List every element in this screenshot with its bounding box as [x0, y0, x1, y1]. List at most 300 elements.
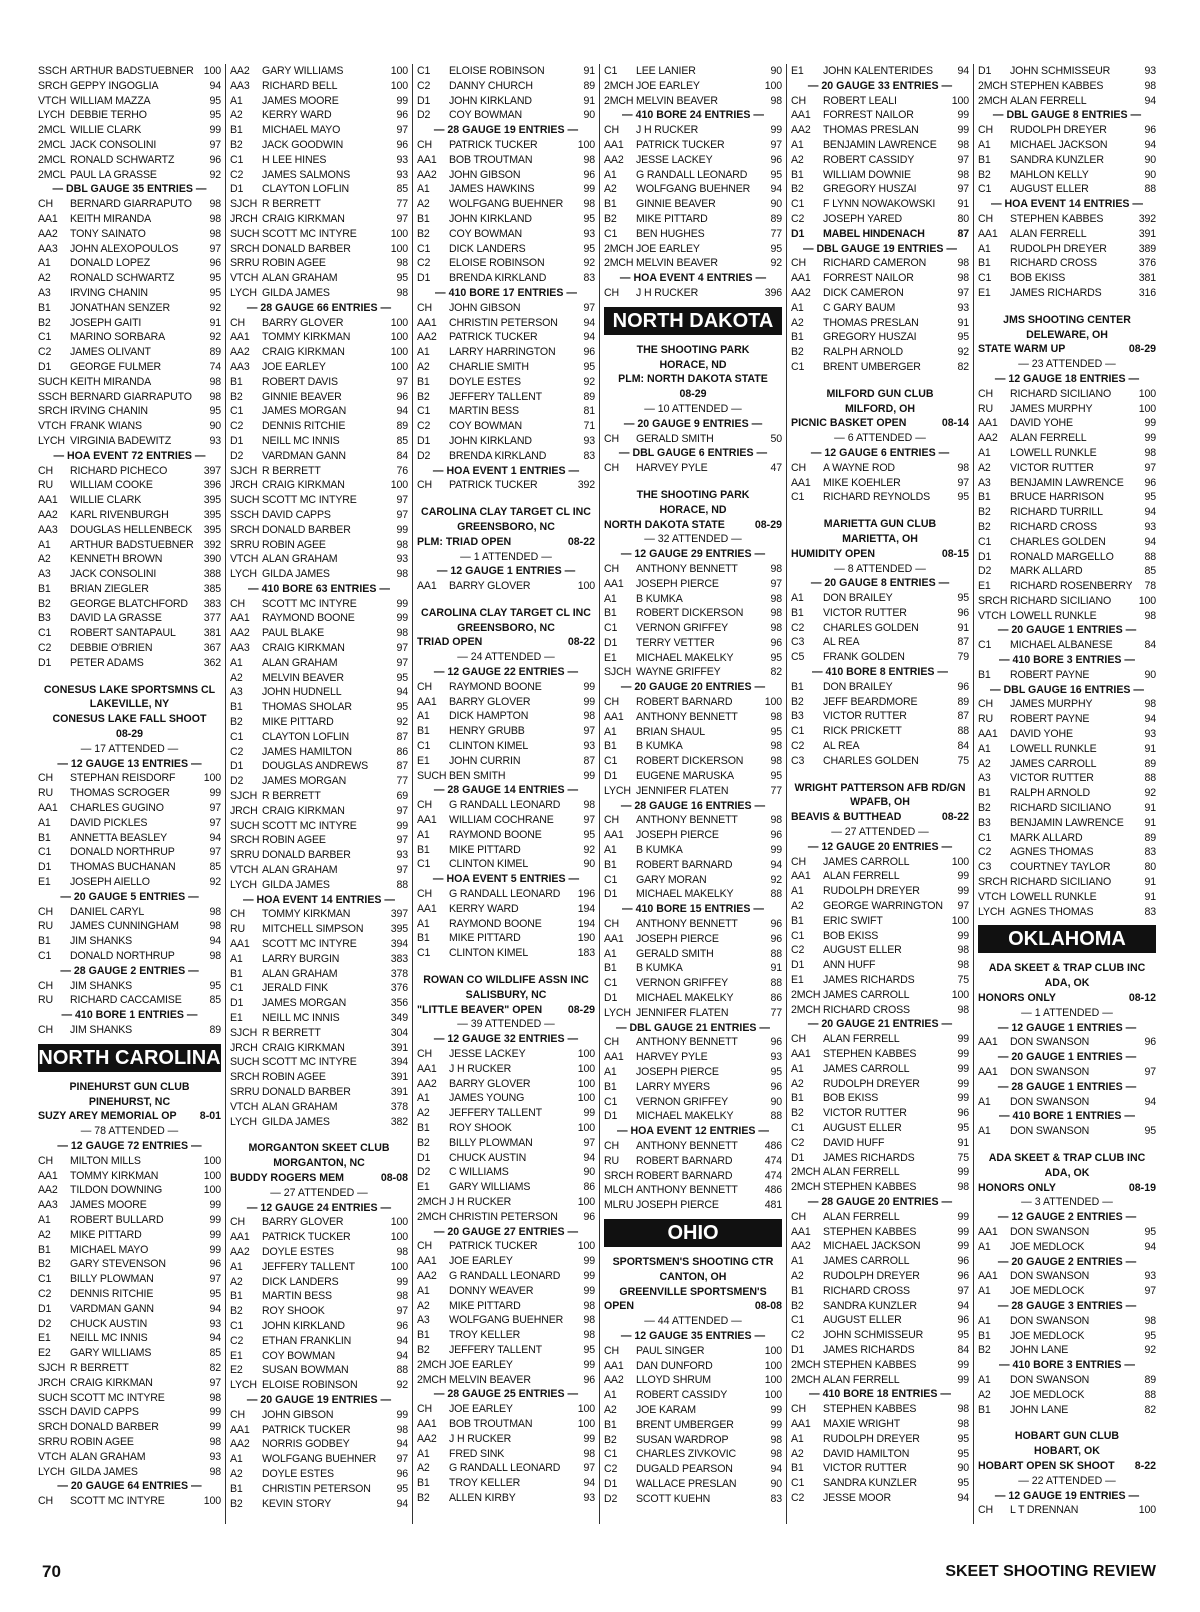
shooter-name: RUDOLPH DREYER	[823, 885, 920, 898]
result-row	[791, 1476, 969, 1491]
result-row	[38, 1213, 221, 1228]
class-code: C2	[417, 257, 431, 270]
result-row	[230, 123, 408, 138]
score: 394	[390, 1056, 408, 1069]
result-row	[230, 1260, 408, 1275]
score: 100	[1138, 594, 1156, 607]
class-code: RU	[38, 479, 54, 492]
shooter-name: G RANDALL LEONARD	[449, 888, 561, 901]
class-code: SSCH	[38, 390, 67, 403]
score: 98	[770, 740, 782, 753]
class-code: SRCH	[230, 1071, 260, 1084]
shooter-name: ROBERT BARNARD	[636, 858, 733, 871]
result-row	[38, 108, 221, 123]
score: 96	[396, 1467, 408, 1480]
result-row	[38, 64, 221, 79]
score: 367	[203, 642, 221, 655]
score: 98	[1144, 609, 1156, 622]
score: 396	[203, 479, 221, 492]
class-code: AA2	[791, 124, 811, 137]
result-row	[38, 508, 221, 523]
class-code: B1	[791, 1092, 804, 1105]
result-row	[978, 153, 1156, 168]
page-number: 70	[42, 1562, 61, 1581]
class-code: D1	[230, 997, 244, 1010]
class-code: A1	[417, 183, 430, 196]
class-code: 2MCH	[417, 1195, 447, 1208]
class-code: B2	[978, 520, 991, 533]
shooter-name: SCOTT MC INTYRE	[262, 938, 357, 951]
shooter-name: JAMES MOORE	[70, 1199, 147, 1212]
result-row	[978, 416, 1156, 431]
class-code: B1	[417, 375, 430, 388]
class-code: B2	[604, 1433, 617, 1446]
result-row	[978, 1373, 1156, 1388]
result-row	[978, 271, 1156, 286]
score: 89	[1144, 1373, 1156, 1386]
shooter-name: BOB EKISS	[1010, 272, 1066, 285]
shooter-name: JIM SHANKS	[70, 979, 133, 992]
class-code: A2	[38, 272, 51, 285]
event-header: — 12 GAUGE 22 ENTRIES —	[433, 666, 579, 679]
result-row	[791, 108, 969, 123]
shooter-name: DON SWANSON	[1010, 1314, 1090, 1327]
result-row	[791, 461, 969, 476]
result-row	[791, 1003, 969, 1018]
score: 392	[577, 479, 595, 492]
score: 100	[390, 1216, 408, 1229]
result-row	[604, 1139, 782, 1154]
result-row	[38, 360, 221, 375]
class-code: C2	[230, 168, 244, 181]
class-code: E2	[38, 1347, 51, 1360]
class-code: SRRU	[230, 849, 260, 862]
club-heading: CAROLINA CLAY TARGET CL INC	[421, 506, 591, 519]
class-code: E1	[38, 1332, 51, 1345]
result-row	[791, 929, 969, 944]
event-header: — 12 GAUGE 1 ENTRIES —	[997, 1021, 1137, 1034]
state-banner: NORTH DAKOTA	[604, 307, 782, 335]
class-code: AA1	[230, 938, 250, 951]
score: 88	[1144, 772, 1156, 785]
shooter-name: KENNETH BROWN	[70, 553, 163, 566]
shooter-name: ROBERT BARNARD	[636, 696, 733, 709]
score: 99	[957, 885, 969, 898]
result-row	[230, 641, 408, 656]
class-code: C1	[604, 622, 618, 635]
shooter-name: WAYNE GRIFFEY	[636, 666, 721, 679]
score: 99	[957, 1373, 969, 1386]
result-row	[230, 1334, 408, 1349]
shooter-name: RICK PRICKETT	[823, 725, 902, 738]
score: 83	[583, 449, 595, 462]
result-row	[791, 1313, 969, 1328]
score: 99	[957, 870, 969, 883]
club-heading: HOBART, OK	[1034, 1445, 1100, 1458]
class-code: B2	[417, 1343, 430, 1356]
class-code: AA1	[604, 577, 624, 590]
score: 99	[957, 109, 969, 122]
result-row	[604, 1344, 782, 1359]
score: 100	[1138, 402, 1156, 415]
event-header: — 20 GAUGE 33 ENTRIES —	[807, 79, 953, 92]
class-code: B3	[978, 816, 991, 829]
class-code: SRCH	[978, 876, 1008, 889]
shooter-name: BRENDA KIRKLAND	[449, 449, 547, 462]
result-row	[978, 905, 1156, 920]
class-code: D1	[791, 1343, 805, 1356]
score: 83	[1144, 846, 1156, 859]
result-row	[417, 1491, 595, 1506]
shooter-name: LOWELL RUNKLE	[1010, 890, 1097, 903]
result-row	[978, 638, 1156, 653]
class-code: C1	[791, 1121, 805, 1134]
class-code: D1	[978, 550, 992, 563]
class-code: CH	[604, 814, 620, 827]
class-code: C1	[38, 331, 52, 344]
score: 95	[957, 491, 969, 504]
score: 382	[390, 1115, 408, 1128]
club-heading: MILFORD, OH	[844, 402, 916, 415]
event-header: — 410 BORE 15 ENTRIES —	[622, 903, 764, 916]
score: 98	[209, 390, 221, 403]
result-row	[230, 197, 408, 212]
class-code: CH	[417, 799, 433, 812]
class-code: AA1	[417, 1417, 437, 1430]
result-row	[417, 1476, 595, 1491]
shooter-name: ARTHUR BADSTUEBNER	[70, 538, 194, 551]
score: 86	[583, 1181, 595, 1194]
class-code: AA2	[38, 508, 58, 521]
result-row	[791, 943, 969, 958]
class-code: AA1	[791, 1048, 811, 1060]
class-code: D1	[604, 1477, 618, 1490]
result-row	[230, 922, 408, 937]
shooter-name: ALAN FERRELL	[1010, 227, 1087, 240]
class-code: B1	[38, 301, 51, 314]
class-code: AA1	[791, 109, 811, 122]
class-code: A1	[978, 1125, 991, 1138]
score: 95	[770, 1066, 782, 1078]
result-row	[230, 360, 408, 375]
shooter-name: GILDA JAMES	[262, 1115, 330, 1128]
class-code: LYCH	[230, 568, 257, 581]
shoot-name-line	[604, 1299, 782, 1314]
shooter-name: JOSEPH AIELLO	[70, 876, 150, 889]
class-code: 2MCH	[791, 1358, 821, 1371]
score: 98	[396, 538, 408, 551]
score: 95	[209, 272, 221, 285]
class-code: E1	[978, 580, 991, 593]
score: 80	[957, 212, 969, 225]
score: 97	[396, 494, 408, 507]
shooter-name: RALPH ARNOLD	[823, 346, 904, 359]
score: 94	[396, 686, 408, 699]
class-code: AA1	[417, 814, 437, 827]
result-row	[791, 606, 969, 621]
score: 96	[1144, 1036, 1156, 1049]
result-row	[38, 271, 221, 286]
shooter-name: JAMES RICHARDS	[823, 974, 915, 987]
result-row	[604, 1447, 782, 1462]
result-row	[38, 1331, 221, 1346]
score: 316	[1138, 286, 1156, 299]
score: 97	[209, 1273, 221, 1286]
result-row	[417, 739, 595, 754]
result-row	[791, 1062, 969, 1077]
score: 99	[209, 1199, 221, 1212]
shooter-name: CLAYTON LOFLIN	[262, 183, 349, 196]
result-row	[791, 64, 969, 79]
shooter-name: BARRY GLOVER	[262, 316, 344, 329]
class-code: SJCH	[230, 198, 258, 211]
result-row	[604, 1035, 782, 1050]
score: 395	[203, 508, 221, 521]
score: 100	[577, 1062, 595, 1075]
shooter-name: BRIAN ZIEGLER	[70, 582, 149, 595]
shooter-name: JOE EARLEY	[449, 1358, 513, 1371]
score: 98	[396, 1245, 408, 1258]
shooter-name: JOHN HUDNELL	[262, 686, 342, 699]
class-code: AA3	[230, 642, 250, 655]
result-row	[604, 665, 782, 680]
shooter-name: CHARLIE SMITH	[449, 360, 529, 373]
result-row	[417, 256, 595, 271]
class-code: AA1	[417, 695, 437, 708]
result-row	[604, 1080, 782, 1095]
class-code: A1	[978, 1095, 991, 1108]
score: 98	[957, 1403, 969, 1416]
score: 98	[770, 562, 782, 575]
result-row	[38, 79, 221, 94]
score: 86	[770, 992, 782, 1005]
score: 98	[209, 1465, 221, 1478]
class-code: C1	[604, 1448, 618, 1461]
result-row	[230, 182, 408, 197]
class-code: CH	[417, 138, 433, 151]
shooter-name: ROBERT LEALI	[823, 94, 897, 107]
score: 93	[583, 740, 595, 753]
result-row	[604, 843, 782, 858]
score: 95	[957, 331, 969, 344]
class-code: AA1	[791, 1417, 811, 1430]
class-code: A2	[791, 1269, 804, 1282]
class-code: SRCH	[230, 523, 260, 536]
shoot-date: 08-22	[941, 811, 969, 824]
result-row	[978, 1503, 1156, 1518]
shoot-name-line	[791, 416, 969, 431]
result-row	[604, 256, 782, 271]
score: 486	[764, 1139, 782, 1152]
class-code: C1	[230, 982, 244, 995]
shooter-name: ROBERT DAVIS	[262, 375, 338, 388]
result-row	[791, 1269, 969, 1284]
shooter-name: MAHLON KELLY	[1010, 168, 1089, 181]
result-row	[230, 1363, 408, 1378]
score: 76	[396, 464, 408, 477]
class-code: B1	[978, 491, 991, 504]
shooter-name: BEN HUGHES	[636, 227, 705, 240]
shooter-name: CRAIG KIRKMAN	[262, 804, 345, 817]
score: 376	[1138, 257, 1156, 270]
class-code: SRRU	[230, 257, 260, 270]
result-row	[38, 567, 221, 582]
shooter-name: TILDON DOWNING	[70, 1184, 163, 1197]
score: 99	[957, 929, 969, 942]
shooter-name: MARK ALLARD	[1010, 831, 1083, 844]
shooter-name: MIKE PITTARD	[262, 716, 334, 729]
score: 96	[770, 829, 782, 842]
shooter-name: ALAN FERRELL	[823, 1373, 900, 1386]
score: 98	[209, 920, 221, 933]
class-code: 2MCH	[604, 79, 634, 92]
class-code: CH	[791, 855, 807, 868]
class-code: D1	[604, 1110, 618, 1123]
result-row	[417, 404, 595, 419]
attendance-line: — 32 ATTENDED —	[644, 533, 742, 546]
score: 397	[390, 908, 408, 921]
shooter-name: ALAN GRAHAM	[70, 1450, 146, 1463]
shooter-name: R BERRETT	[262, 1026, 321, 1039]
shooter-name: CLINTON KIMEL	[449, 740, 529, 753]
shooter-name: FORREST NAILOR	[823, 109, 914, 122]
score: 99	[583, 183, 595, 196]
class-code: CH	[417, 1403, 433, 1416]
shooter-name: JOHN LANE	[1010, 1344, 1069, 1357]
result-row	[978, 242, 1156, 257]
shooter-name: JAMES YOUNG	[449, 1092, 525, 1105]
class-code: B1	[417, 1121, 430, 1134]
event-header: — 28 GAUGE 3 ENTRIES —	[997, 1299, 1137, 1312]
class-code: A3	[978, 772, 991, 785]
class-code: CH	[604, 286, 620, 299]
score: 481	[764, 1199, 782, 1212]
attendance-line: — 39 ATTENDED —	[457, 1018, 555, 1031]
result-row	[230, 508, 408, 523]
class-code: LYCH	[604, 1006, 631, 1019]
class-code: A1	[604, 947, 617, 960]
result-row	[791, 1121, 969, 1136]
class-code: B2	[38, 316, 51, 329]
result-row	[978, 890, 1156, 905]
score: 378	[390, 967, 408, 980]
score: 100	[203, 1184, 221, 1197]
score: 100	[577, 1077, 595, 1090]
result-row	[417, 1239, 595, 1254]
class-code: A2	[417, 1462, 430, 1475]
class-code: AA2	[230, 627, 250, 640]
score: 98	[770, 592, 782, 605]
score: 97	[957, 183, 969, 196]
event-header: — 28 GAUGE 16 ENTRIES —	[620, 799, 766, 812]
result-row	[604, 1373, 782, 1388]
result-row	[417, 1447, 595, 1462]
shooter-name: VERNON GRIFFEY	[636, 1095, 729, 1108]
club-heading: MORGANTON SKEET CLUB	[248, 1142, 390, 1155]
score: 395	[390, 923, 408, 936]
score: 394	[390, 938, 408, 951]
result-row	[791, 869, 969, 884]
score: 486	[764, 1184, 782, 1197]
score: 183	[577, 947, 595, 960]
score: 93	[1144, 728, 1156, 741]
class-code: B1	[978, 1403, 991, 1416]
score: 89	[396, 420, 408, 433]
result-row	[230, 1070, 408, 1085]
class-code: AA2	[38, 1184, 58, 1197]
result-row	[604, 636, 782, 651]
result-row	[230, 907, 408, 922]
score: 93	[396, 553, 408, 566]
result-row	[230, 108, 408, 123]
result-row	[604, 754, 782, 769]
score: 196	[577, 888, 595, 901]
class-code: SUCH	[230, 227, 260, 240]
class-code: B1	[230, 124, 243, 137]
class-code: A1	[38, 257, 51, 270]
result-row	[791, 1032, 969, 1047]
result-row	[417, 1402, 595, 1417]
shooter-name: CRAIG KIRKMAN	[262, 642, 345, 655]
class-code: B2	[417, 227, 430, 240]
result-row	[791, 1417, 969, 1432]
results-column	[599, 64, 786, 1524]
result-row	[978, 256, 1156, 271]
score: 99	[396, 1408, 408, 1421]
class-code: C2	[791, 944, 805, 957]
result-row	[38, 434, 221, 449]
shooter-name: BRUCE HARRISON	[1010, 491, 1104, 504]
shooter-name: CRAIG KIRKMAN	[262, 479, 345, 492]
shooter-name: GERALD SMITH	[636, 947, 714, 960]
class-code: AA1	[417, 316, 437, 329]
score: 100	[390, 346, 408, 359]
shooter-name: JOSEPH GAITI	[70, 316, 142, 329]
score: 390	[203, 553, 221, 566]
event-header: — 12 GAUGE 20 ENTRIES —	[807, 840, 953, 853]
class-code: CH	[978, 212, 994, 225]
result-row	[38, 816, 221, 831]
result-row	[230, 819, 408, 834]
class-code: B3	[791, 710, 804, 723]
result-row	[791, 138, 969, 153]
event-header: — 28 GAUGE 1 ENTRIES —	[997, 1080, 1137, 1093]
score: 95	[396, 1482, 408, 1495]
class-code: CH	[604, 1344, 620, 1357]
result-row	[417, 360, 595, 375]
result-row	[230, 168, 408, 183]
class-code: JRCH	[230, 1041, 258, 1054]
result-row	[978, 712, 1156, 727]
class-code: LYCH	[230, 878, 257, 891]
score: 95	[209, 109, 221, 122]
result-row	[791, 680, 969, 695]
result-row	[417, 1358, 595, 1373]
score: 100	[390, 65, 408, 77]
class-code: D1	[38, 656, 52, 669]
class-code: D1	[791, 227, 805, 240]
score: 98	[583, 1299, 595, 1312]
result-row	[978, 742, 1156, 757]
result-row	[978, 227, 1156, 242]
result-row	[791, 1077, 969, 1092]
shooter-name: ANTHONY BENNETT	[636, 562, 738, 575]
shooter-name: RICHARD CROSS	[823, 1284, 910, 1297]
result-row	[978, 845, 1156, 860]
score: 99	[770, 124, 782, 137]
result-row	[417, 108, 595, 123]
event-header: — HOA EVENT 72 ENTRIES —	[53, 449, 206, 462]
